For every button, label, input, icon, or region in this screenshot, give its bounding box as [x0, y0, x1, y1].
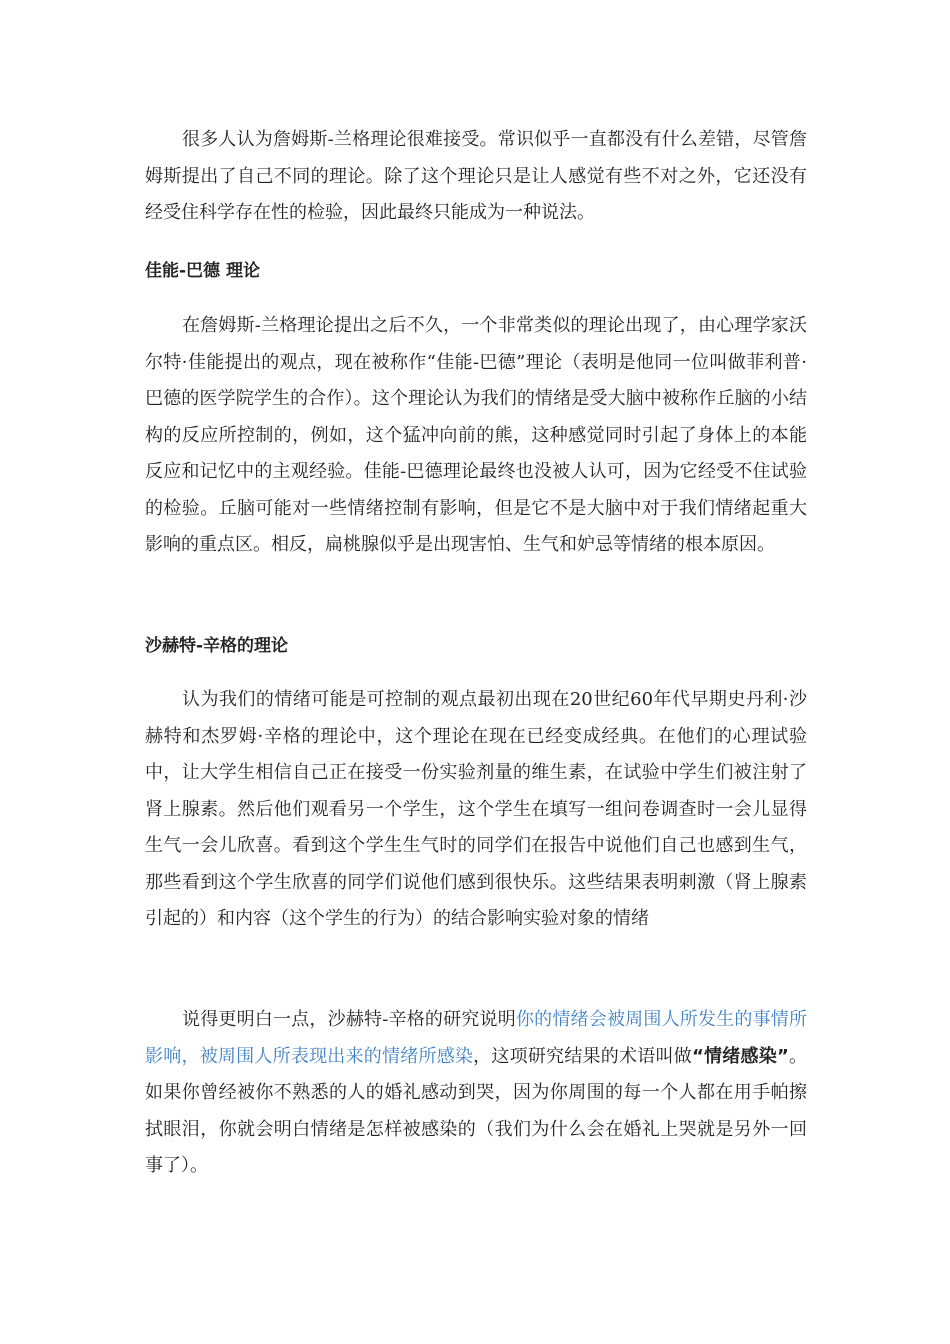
paragraph-text: 说得更明白一点，沙赫特-辛格的研究说明: [182, 1009, 516, 1030]
paragraph-cannon-bard: 在詹姆斯-兰格理论提出之后不久，一个非常类似的理论出现了，由心理学家沃尔特·佳能提出的观点，现在被称作“佳能-巴德”理论（表明是他同一位叫做菲利普·巴德的医学院学生的合作）。这个理论认为我们的情绪是受大脑中被称作丘脑的小结构的反应所控制的，例如，这个猛冲向前的熊，这种感觉同时引起了身体上的本能反应和记忆中的主观经验。佳能-巴德理论最终也没被人认可，因为它经受不住试验的检验。丘脑可能对一些情绪控制有影响，但是它不是大脑中对于我们情绪起重大影响的重点区。相反，扁桃腺似乎是出现害怕、生气和妒忌等情绪的根本原因。: [145, 315, 807, 555]
term-emotional-contagion: “情绪感染”: [691, 1045, 789, 1067]
highlighted-finding: 你的情绪会被周围人所发生的事情所影响，被周围人所表现出来的情绪所感染: [145, 1009, 807, 1067]
paragraph-text: 。如果你曾经被你不熟悉的人的婚礼感动到哭，因为你周围的每一个人都在用手帕擦拭眼泪，你就会明白情绪是怎样被感染的（我们为什么会在婚礼上哭就是另外一回事了）。: [145, 1045, 808, 1176]
heading-schachter-singer: 沙赫特-辛格的理论: [145, 636, 289, 656]
paragraph-schachter-singer: 认为我们的情绪可能是可控制的观点最初出现在20世纪60年代早期史丹利·沙赫特和杰罗姆·辛格的理论中，这个理论在现在已经变成经典。在他们的心理试验中，让大学生相信自己正在接受一份实验剂量的维生素，在试验中学生们被注射了肾上腺素。然后他们观看另一个学生，这个学生在填写一组问卷调查时一会儿显得生气一会儿欣喜。看到这个学生生气时的同学们在报告中说他们自己也感到生气，那些看到这个学生欣喜的同学们说他们感到很快乐。这些结果表明刺激（肾上腺素引起的）和内容（这个学生的行为）的结合影响实验对象的情绪: [145, 689, 807, 929]
paragraph-james-lange: 很多人认为詹姆斯-兰格理论很难接受。常识似乎一直都没有什么差错，尽管詹姆斯提出了自己不同的理论。除了这个理论只是让人感觉有些不对之外，它还没有经受住科学存在性的检验，因此最终只能成为一种说法。: [145, 129, 807, 223]
heading-cannon-bard: 佳能-巴德 理论: [145, 261, 260, 281]
paragraph-emotional-contagion: [145, 1002, 807, 1185]
paragraph-text: ，这项研究结果的术语叫做: [473, 1045, 692, 1067]
